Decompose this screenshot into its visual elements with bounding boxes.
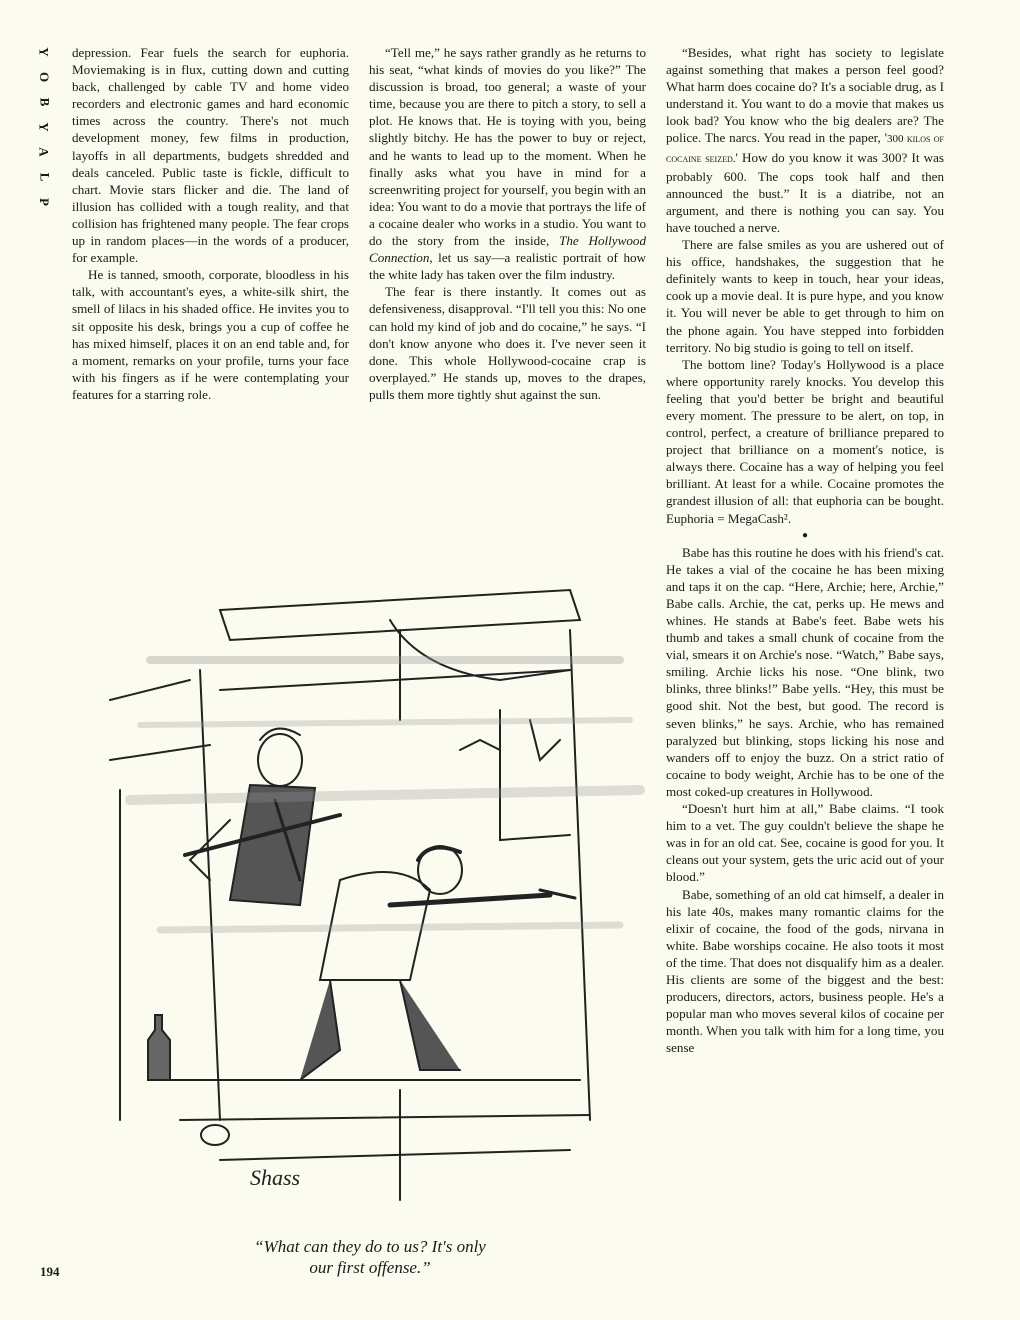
caption-line: our first offense.” bbox=[309, 1258, 431, 1277]
paragraph: He is tanned, smooth, corporate, bloodless in his talk, with accountant's eyes, a white-silk shirt, the smell of lilacs in his shaded office. He invites you to sit opposite his desk, brings you a cup of coffee he has mixed himself, places it on an end table and, for a moment, remarks on your profile, turns your face with his fingers as if he were contemplating your features for a starring role. bbox=[72, 267, 349, 402]
magazine-vertical-title bbox=[36, 44, 52, 210]
vertical-letter: Y bbox=[36, 122, 52, 132]
cartoon-illustration bbox=[100, 560, 660, 1230]
vertical-letter: Y bbox=[36, 47, 52, 57]
article-column-3 bbox=[666, 44, 944, 1056]
italic-title: The Hollywood Connection, bbox=[369, 233, 646, 266]
vertical-letter: A bbox=[36, 147, 52, 157]
vertical-letter: O bbox=[37, 71, 52, 83]
page-number: 194 bbox=[40, 1264, 60, 1279]
caption-line: “What can they do to us? It's only bbox=[254, 1237, 486, 1256]
small-caps-headline: 300 kilos of cocaine seized. bbox=[666, 133, 944, 165]
vertical-letter: L bbox=[36, 172, 52, 182]
paragraph: Babe has this routine he does with his friend's cat. He takes a vial of the cocaine he has been mixing and taps it on the cap. “Here, Archie; here, Archie,” Babe calls. Archie, the cat, perks up. He mews and whines. He stands at Babe's feet. Babe wets his thumb and takes a small chunk of cocaine from the vial, smears it on Archie's nose. “Watch,” Babe says, smiling. Archie licks his nose. “One blink, two blinks, three blinks!” Babe yells. “Hey, this must be good shit. Not the best, but good. The record is seven blinks,” he says. Archie, who has remained paralyzed but blinking, stops licking his nose and wanders off to enjoy the buzz. On a strict ratio of cocaine to body weight, Archie has to be one of the most coked-up creatures in Hollywood. bbox=[666, 544, 944, 799]
paragraph: Babe, something of an old cat himself, a dealer in his late 40s, makes many romantic claims for the elixir of cocaine, the food of the gods, nirvana in white. Babe worships cocaine. He also toots it most of the time. That does not disqualify him as a dealer. His clients are some of the biggest and the best: producers, directors, actors, business people. He's a popular man who moves several kilos of cocaine per month. When you talk with him for a long time, you sense bbox=[666, 886, 944, 1056]
cartoon-caption bbox=[190, 1236, 550, 1278]
paragraph: The fear is there instantly. It comes out as defensiveness, disapproval. “I'll tell you this: No one can hold my kind of job and do cocaine,” he says. “I don't know anyone who does it. I've never seen it done. This whole Hollywood-cocaine crap is overplayed.” He stands up, moves to the drapes, pulls them more tightly shut against the sun. bbox=[369, 284, 646, 402]
article-column-2 bbox=[369, 44, 646, 403]
paragraph: “Tell me,” he says rather grandly as he returns to his seat, “what kinds of movies do you like?” The discussion is broad, too general; a waste of your time, because you are there to pitch a story, to sell a plot. He knows that. He is toying with you, being slightly bitchy. He has the power to buy or reject, and he wants to lead up to the moment. When he finally asks what you have in mind for a screenwriting project for yourself, you begin with an idea: You want to do a movie that portrays the life of a cocaine dealer who works in a studio. You want to do the story from the inside, The Hollywood Connection, let us say—a realistic portrait of how the white lady has taken over the film industry. bbox=[369, 45, 646, 283]
vertical-letter: P bbox=[36, 198, 52, 206]
paragraph: “Besides, what right has society to legislate against something that makes a person feel good? What harm does cocaine do? It's a sociable drug, as I understand it. You want to do a movie that makes us look bad? You know who the big dealers are? The police. The narcs. You read in the paper, '300 kilos of cocaine seized.' How do you know it was 300? It was probably 600. The cops took half and then announced the bust.” It is a diatribe, not an argument, and there is nothing you can say. You have touched a nerve. bbox=[666, 45, 945, 235]
paragraph: There are false smiles as you are ushered out of his office, handshakes, the suggestion that he definitely wants to keep in touch, hear your ideas, cook up a movie deal. It is pure hype, and you know it. You will never be able to get through to him on the phone again. You have stepped into forbidden territory. No big studio is going to tell on itself. bbox=[666, 237, 944, 355]
vertical-letter: B bbox=[36, 97, 52, 107]
cartoon-signature: Shass bbox=[250, 1165, 301, 1190]
article-column-1 bbox=[72, 44, 349, 403]
paragraph: The bottom line? Today's Hollywood is a place where opportunity rarely knocks. You develop this feeling that you'd better be bright and beautiful every moment. The pressure to be alert, on top, in control, perfect, a creature of brilliance prepared to project that brilliance on a moment's notice, is always there. Cocaine has a way of helping you feel brilliant. At least for a while. Cocaine promotes the grandest illusion of all: that euphoria can be bought. Euphoria = MegaCash². bbox=[666, 356, 944, 526]
section-break-bullet: ● bbox=[801, 529, 809, 541]
paragraph: depression. Fear fuels the search for euphoria. Moviemaking is in flux, cutting down and cutting back, challenged by cable TV and home video recorders and electronic games and hard economic times across the country. There's not much development money, few films in production, layoffs in all departments, budgets shredded and deals canceled. Public taste is fickle, difficult to chart. Movie stars flicker and die. The land of illusion has collided with a tough reality, and that collision has frightened many people. The fear crops up in random places—in the words of a producer, for example. bbox=[72, 45, 349, 266]
paragraph: “Doesn't hurt him at all,” Babe claims. “I took him to a vet. The guy couldn't believe the shape he was in for an old cat. See, cocaine is good for you. It cleans out your system, gets the uric acid out of your blood.” bbox=[666, 801, 944, 885]
